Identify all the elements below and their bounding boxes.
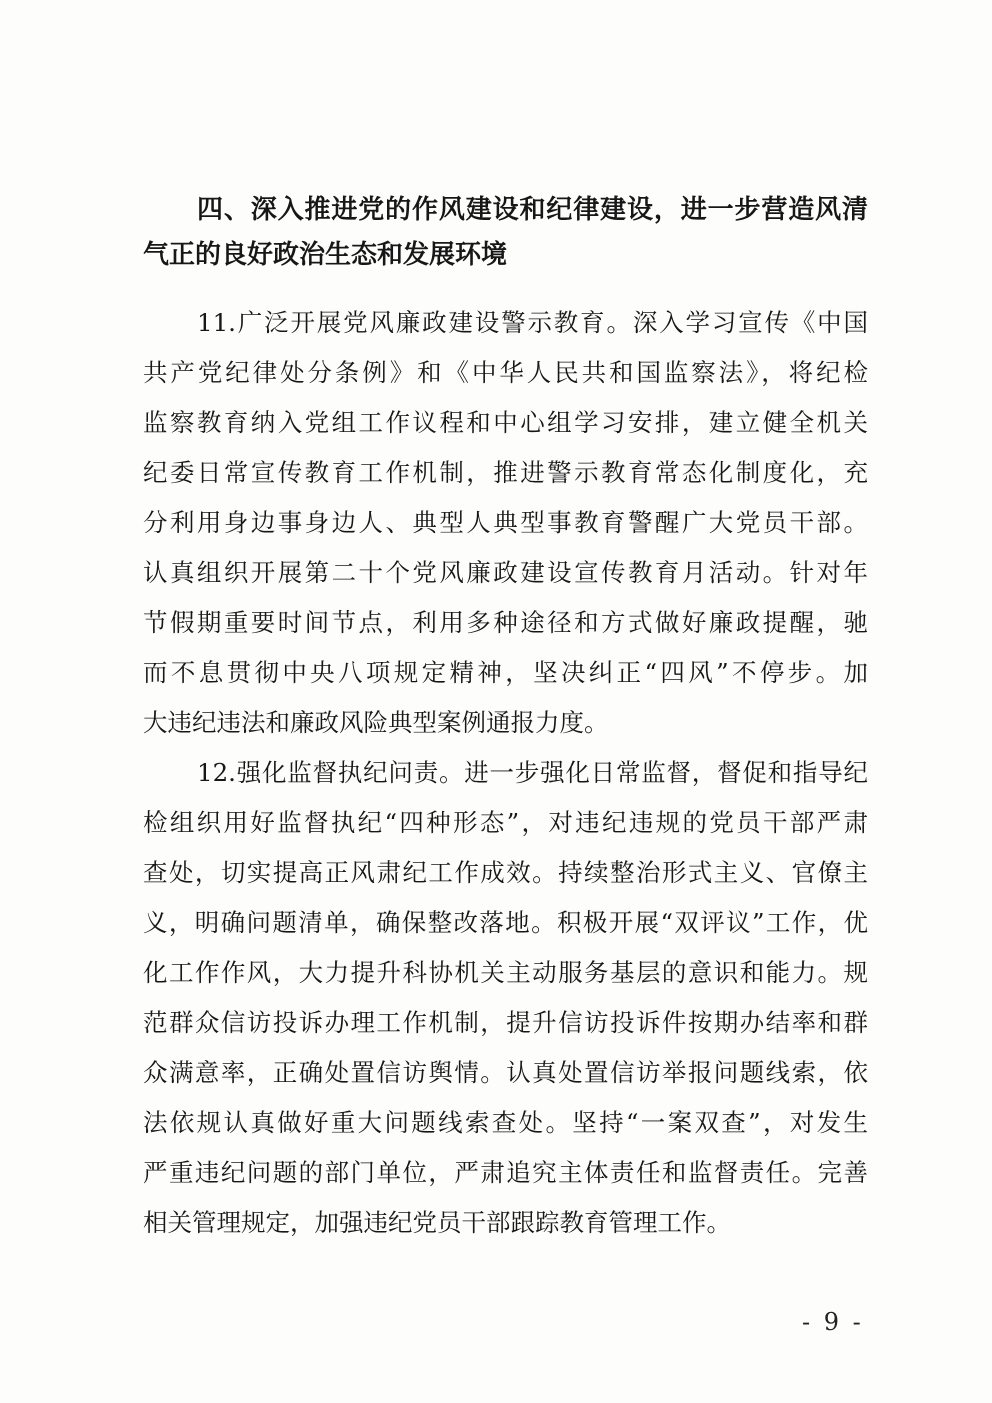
paragraph-text: 进一步强化日常监督，督促和指导纪 [464, 758, 868, 787]
paragraph-line [197, 298, 868, 348]
paragraph-lead: 11.广泛开展党风廉政建设警示教育。 [197, 308, 633, 337]
page-number: - 9 - [802, 1308, 864, 1336]
paragraph-line: 共产党纪律处分条例》和《中华人民共和国监察法》，将纪检 [143, 358, 868, 387]
paragraph-line: 化工作作风，大力提升科协机关主动服务基层的意识和能力。规 [143, 958, 868, 987]
paragraph-line: 认真组织开展第二十个党风廉政建设宣传教育月活动。针对年 [143, 558, 868, 587]
body-text [143, 298, 868, 1248]
heading-line: 四、深入推进党的作风建设和纪律建设，进一步营造风清 [197, 195, 868, 225]
paragraph-line: 众满意率，正确处置信访舆情。认真处置信访举报问题线索，依 [143, 1058, 868, 1087]
paragraph-lead: 12.强化监督执纪问责。 [197, 758, 465, 787]
paragraph-line: 监察教育纳入党组工作议程和中心组学习安排，建立健全机关 [143, 408, 868, 437]
paragraph-line: 分利用身边事身边人、典型人典型事教育警醒广大党员干部。 [143, 508, 868, 537]
paragraph-line: 义，明确问题清单，确保整改落地。积极开展“双评议”工作，优 [143, 908, 868, 937]
paragraph-line: 严重违纪问题的部门单位，严肃追究主体责任和监督责任。完善 [143, 1158, 868, 1187]
paragraph-line: 而不息贯彻中央八项规定精神，坚决纠正“四风”不停步。加 [143, 658, 868, 687]
paragraph-line [197, 748, 868, 798]
paragraph-line: 检组织用好监督执纪“四种形态”，对违纪违规的党员干部严肃 [143, 808, 868, 837]
paragraph-text: 深入学习宣传《中国 [632, 308, 869, 337]
paragraph-line: 相关管理规定，加强违纪党员干部跟踪教育管理工作。 [143, 1208, 731, 1237]
paragraph-line: 范群众信访投诉办理工作机制，提升信访投诉件按期办结率和群 [143, 1008, 868, 1037]
paragraph-line: 节假期重要时间节点，利用多种途径和方式做好廉政提醒，驰 [143, 608, 868, 637]
heading-line: 气正的良好政治生态和发展环境 [143, 240, 508, 270]
paragraph-line: 查处，切实提高正风肃纪工作成效。持续整治形式主义、官僚主 [143, 858, 868, 887]
section-heading [143, 188, 868, 278]
paragraph-line: 法依规认真做好重大问题线索查处。坚持“一案双查”，对发生 [143, 1108, 868, 1137]
paragraph-line: 大违纪违法和廉政风险典型案例通报力度。 [143, 708, 609, 737]
paragraph-line: 纪委日常宣传教育工作机制，推进警示教育常态化制度化，充 [143, 458, 868, 487]
